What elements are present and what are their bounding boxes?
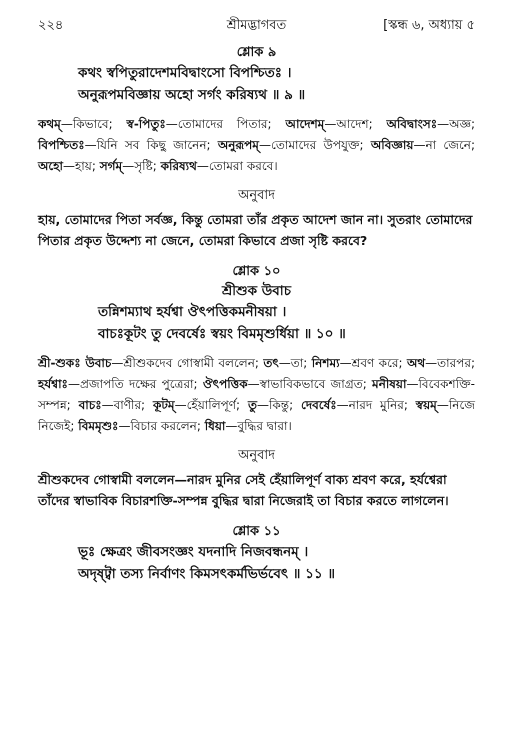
verse-line: বাচঃকূটং তু দেবর্ষেঃ স্বয়ং বিমমৃশুর্ধিয়া ॥ ১০ ॥ bbox=[98, 326, 346, 342]
synonym-term: বিপশ্চিতঃ bbox=[38, 138, 85, 152]
page-header bbox=[38, 16, 475, 34]
synonym-term: নিশম্য bbox=[311, 356, 340, 370]
synonym-term: বাচঃ bbox=[78, 398, 102, 412]
synonym-term: অহো bbox=[38, 159, 63, 173]
synonym-term: অবিজ্ঞায় bbox=[370, 138, 414, 152]
synonym-meaning: —না জেনে; bbox=[413, 138, 476, 152]
synonym-meaning: —তা; bbox=[278, 356, 312, 370]
synonym-term: অবিদ্বাংসঃ bbox=[386, 117, 438, 131]
synonym-term: করিষ্যথ bbox=[160, 159, 197, 173]
verse-line: অনুরূপমবিজ্ঞায় অহো সর্গং করিষ্যথ ॥ ৯ ॥ bbox=[78, 87, 306, 103]
synonym-meaning: —আদেশ; bbox=[324, 117, 387, 131]
synonym-meaning: —সৃষ্টি; bbox=[122, 159, 161, 173]
word-meanings bbox=[38, 353, 475, 437]
verse-9 bbox=[38, 44, 475, 251]
synonym-meaning: —বিবেকশক্তি-সম্পন্ন; bbox=[38, 377, 475, 412]
synonym-meaning: —তোমাদের পিতার; bbox=[165, 117, 286, 131]
synonym-term: আদেশম্ bbox=[285, 117, 325, 131]
synonym-term: অনুরূপম্ bbox=[217, 138, 259, 152]
synonym-meaning: —শ্রীশুকদেব গোস্বামী বললেন; bbox=[111, 356, 264, 370]
synonym-meaning: —তোমরা করবে। bbox=[196, 159, 278, 173]
translation-text: শ্রীশুকদেব গোস্বামী বললেন—নারদ মুনির সেই হেঁয়ালিপূর্ণ বাক্য শ্রবণ করে, হর্যশ্বেরা তাঁদের স্বাভাবিক বিচারশক্তি-সম্পন্ন বুদ্ধির দ্বারা নিজেরাই তা বিচার করতে লাগলেন। bbox=[38, 472, 449, 508]
synonym-term: হর্যশ্বাঃ bbox=[38, 377, 68, 391]
verse-heading: শ্লোক ৯ bbox=[236, 45, 277, 60]
synonym-meaning: —অজ্ঞ; bbox=[437, 117, 476, 131]
synonym-meaning: —হেঁয়ালিপূর্ণ; bbox=[174, 398, 248, 412]
synonym-term: ঔৎপত্তিক bbox=[202, 377, 248, 391]
synonym-term: স্বয়ম্ bbox=[415, 398, 437, 412]
synonym-term: স্ব-পিতুঃ bbox=[126, 117, 166, 131]
synonym-term: মনীষয়া bbox=[372, 377, 407, 391]
verse-heading: শ্লোক ১১ bbox=[232, 524, 281, 539]
verse-11 bbox=[38, 523, 475, 585]
verse-line: অদৃষ্ট্বা তস্য নির্বাণং কিমসৎকর্মভির্ভবেৎ ॥ ১১ ॥ bbox=[78, 566, 335, 582]
verse-heading: শ্লোক ১০ bbox=[232, 264, 281, 279]
synonym-meaning: —হায়; bbox=[63, 159, 100, 173]
word-meanings bbox=[38, 114, 475, 177]
synonym-meaning: —কিভাবে; bbox=[60, 117, 127, 131]
translation-text: হায়, তোমাদের পিতা সর্বজ্ঞ, কিন্তু তোমরা তাঁর প্রকৃত আদেশ জান না। সুতরাং তোমাদের পিতার প্রকৃত উদ্দেশ্য না জেনে, তোমরা কিভাবে প্রজা সৃষ্টি করবে? bbox=[38, 212, 473, 248]
synonym-term: বিমমৃশুঃ bbox=[78, 419, 119, 433]
synonym-term: শ্রী-শুকঃ উবাচ bbox=[38, 356, 112, 370]
synonym-meaning: —নিজে নিজেই; bbox=[38, 398, 475, 433]
translation-heading: অনুবাদ bbox=[238, 188, 275, 203]
synonym-meaning: —বিচার করলেন; bbox=[118, 419, 205, 433]
translation-heading: অনুবাদ bbox=[238, 448, 275, 463]
page-number: ২২৪ bbox=[38, 18, 64, 33]
verse-line: তন্নিশম্যাথ হর্যশ্বা ঔৎপত্তিকমনীষয়া । bbox=[98, 304, 287, 320]
synonym-meaning: —প্রজাপতি দক্ষের পুত্রেরা; bbox=[67, 377, 203, 391]
synonym-term: সর্গম্ bbox=[99, 159, 123, 173]
synonym-meaning: —শ্রবণ করে; bbox=[339, 356, 407, 370]
synonym-meaning: —বাণীর; bbox=[101, 398, 153, 412]
synonym-meaning: —যিনি সব কিছু জানেন; bbox=[84, 138, 218, 152]
verse-line: ভূঃ ক্ষেত্রং জীবসংজ্ঞং যদনাদি নিজবন্ধনম্ । bbox=[78, 544, 309, 560]
verse-10 bbox=[38, 263, 475, 511]
synonym-term: অথ bbox=[406, 356, 426, 370]
synonym-meaning: —তোমাদের উপযুক্ত; bbox=[258, 138, 371, 152]
page-body bbox=[38, 44, 475, 585]
verse-line: কথং স্বপিতুরাদেশমবিদ্বাংসো বিপশ্চিতঃ । bbox=[78, 65, 292, 81]
synonym-meaning: —বুদ্ধির দ্বারা। bbox=[225, 419, 292, 433]
speaker-line: শ্রীশুক উবাচ bbox=[221, 283, 292, 299]
synonym-term: কূটম্ bbox=[152, 398, 175, 412]
synonym-term: দেবর্ষেঃ bbox=[300, 398, 337, 412]
book-title: শ্রীমদ্ভাগবত bbox=[226, 18, 287, 33]
chapter-reference: [স্কন্ধ ৬, অধ্যায় ৫ bbox=[383, 18, 475, 33]
synonym-meaning: —স্বাভাবিকভাবে জাগ্রত; bbox=[247, 377, 373, 391]
synonym-meaning: —নারদ মুনির; bbox=[336, 398, 416, 412]
synonym-term: তু bbox=[247, 398, 257, 412]
synonym-term: কথম্ bbox=[38, 117, 61, 131]
synonym-term: তৎ bbox=[263, 356, 279, 370]
synonym-meaning: —কিন্তু; bbox=[256, 398, 301, 412]
synonym-term: ধিয়া bbox=[204, 419, 226, 433]
synonym-meaning: —তারপর; bbox=[425, 356, 476, 370]
